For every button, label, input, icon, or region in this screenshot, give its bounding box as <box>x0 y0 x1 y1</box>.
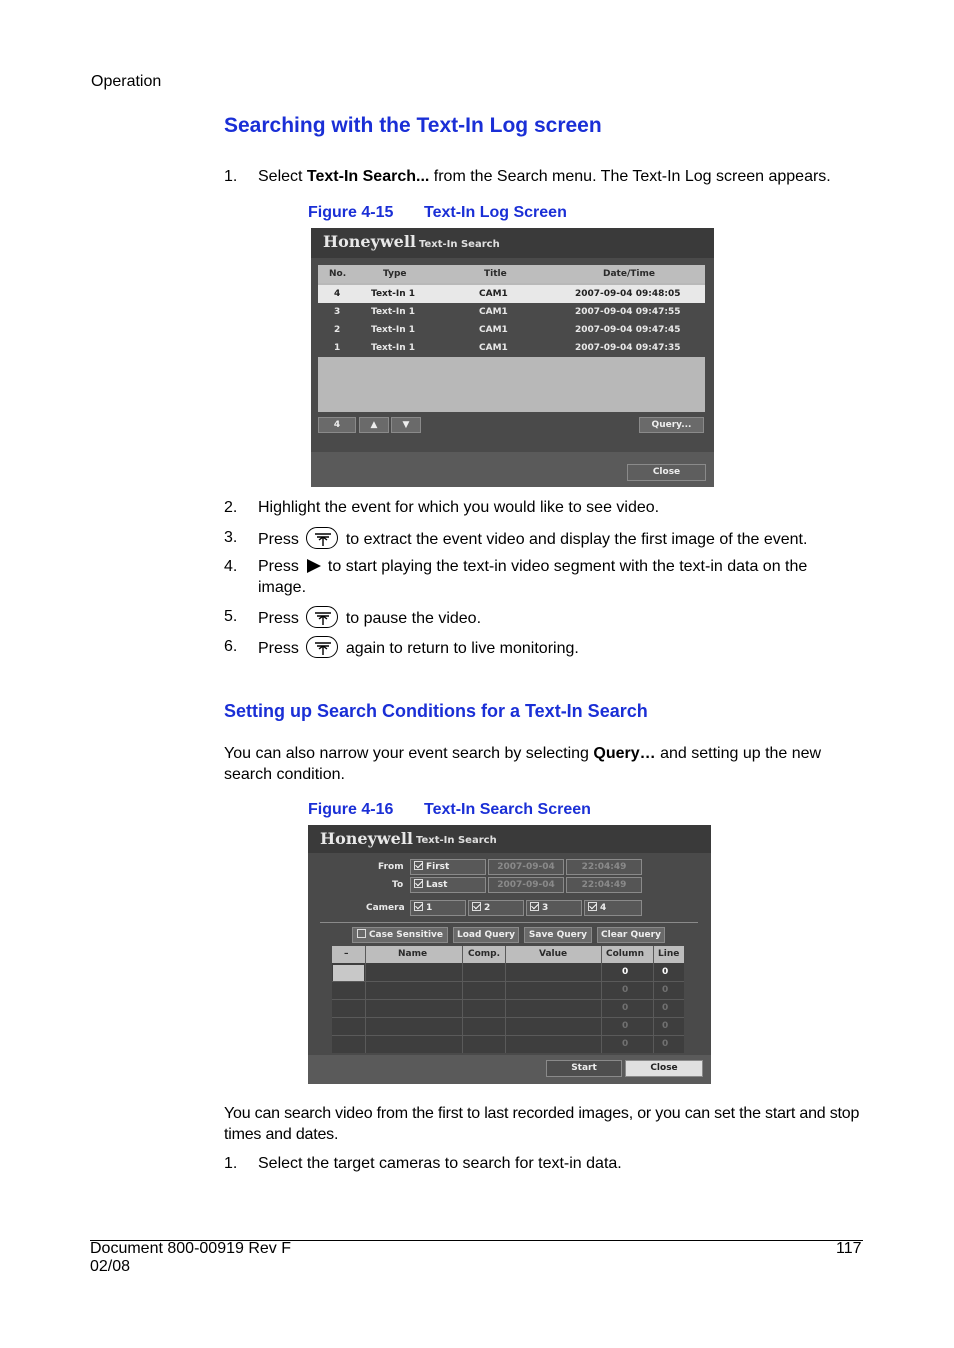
from-first-checkbox[interactable]: First <box>410 859 486 875</box>
to-label: To <box>392 880 404 890</box>
footer-doc: Document 800-00919 Rev F 02/08 <box>90 1240 291 1275</box>
close-button[interactable]: Close <box>625 1060 703 1077</box>
paragraph-2: You can search video from the first to last recorded images, or you can set the start and stop times and dates. <box>224 1105 860 1143</box>
play-pause-button-icon <box>306 636 338 658</box>
page-down-button[interactable]: ▼ <box>391 417 421 433</box>
play-pause-button-icon <box>306 527 338 549</box>
screen-title: Text-In Search <box>419 239 500 250</box>
table-row[interactable]: 4 Text-In 1 CAM1 2007-09-04 09:48:05 <box>318 285 705 303</box>
to-last-checkbox[interactable]: Last <box>410 877 486 893</box>
from-date-field[interactable]: 2007-09-04 <box>488 859 564 875</box>
step-text: Select Text-In Search... from the Search menu. The Text-In Log screen appears. <box>258 168 831 185</box>
table-row[interactable]: 1 Text-In 1 CAM1 2007-09-04 09:47:35 <box>318 339 705 357</box>
text-in-log-screen <box>311 228 714 487</box>
figure-caption-2: Figure 4-16 Text-In Search Screen <box>308 801 591 818</box>
condition-table-header: – Name Comp. Value Column Line <box>332 946 684 963</box>
start-button[interactable]: Start <box>546 1060 622 1077</box>
page-title: Searching with the Text-In Log screen <box>224 114 602 137</box>
log-table-header: No. Type Title Date/Time <box>318 265 705 283</box>
honeywell-logo: Honeywell <box>323 232 417 251</box>
text-in-search-screen: Honeywell Text-In Search From First 2007-09-04 22:04:49 To Last 2007-09-04 22:04:49 Camera 1 2 3 4 Case Sensitive Load Query Save Query Clear Query – Name Comp. Value Column Line 0 0 0 0 0 0 0 0 0 0 Start Close <box>308 825 711 1084</box>
to-time-field[interactable]: 22:04:49 <box>566 877 642 893</box>
row-selector[interactable] <box>333 965 364 981</box>
save-query-button[interactable]: Save Query <box>524 927 592 943</box>
line-value: 0 <box>662 967 669 977</box>
divider <box>320 922 698 923</box>
camera-1-checkbox[interactable]: 1 <box>410 900 466 916</box>
figure-caption-1: Figure 4-15 Text-In Log Screen <box>308 204 567 221</box>
record-count: 4 <box>318 417 356 433</box>
honeywell-logo: Honeywell <box>320 829 414 848</box>
from-label: From <box>378 862 404 872</box>
case-sensitive-checkbox[interactable]: Case Sensitive <box>352 927 448 943</box>
query-button[interactable]: Query... <box>639 417 704 433</box>
section-subtitle: Setting up Search Conditions for a Text-In Search <box>224 701 648 721</box>
load-query-button[interactable]: Load Query <box>453 927 519 943</box>
running-header: Operation <box>91 73 162 90</box>
camera-label: Camera <box>366 903 405 913</box>
from-time-field[interactable]: 22:04:49 <box>566 859 642 875</box>
table-row[interactable]: 2 Text-In 1 CAM1 2007-09-04 09:47:45 <box>318 321 705 339</box>
play-pause-button-icon <box>306 606 338 628</box>
to-date-field[interactable]: 2007-09-04 <box>488 877 564 893</box>
play-icon <box>307 559 321 573</box>
close-button[interactable]: Close <box>627 464 706 481</box>
step-number: 1. <box>224 168 238 185</box>
clear-query-button[interactable]: Clear Query <box>597 927 665 943</box>
table-row[interactable]: 3 Text-In 1 CAM1 2007-09-04 09:47:55 <box>318 303 705 321</box>
camera-3-checkbox[interactable]: 3 <box>526 900 582 916</box>
column-value: 0 <box>622 967 629 977</box>
screen-title: Text-In Search <box>416 835 497 846</box>
page-up-button[interactable]: ▲ <box>359 417 389 433</box>
paragraph-1: You can also narrow your event search by selecting Query… and setting up the new search condition. <box>224 745 822 783</box>
camera-2-checkbox[interactable]: 2 <box>468 900 524 916</box>
camera-4-checkbox[interactable]: 4 <box>584 900 642 916</box>
page-number: 117 <box>836 1240 862 1257</box>
